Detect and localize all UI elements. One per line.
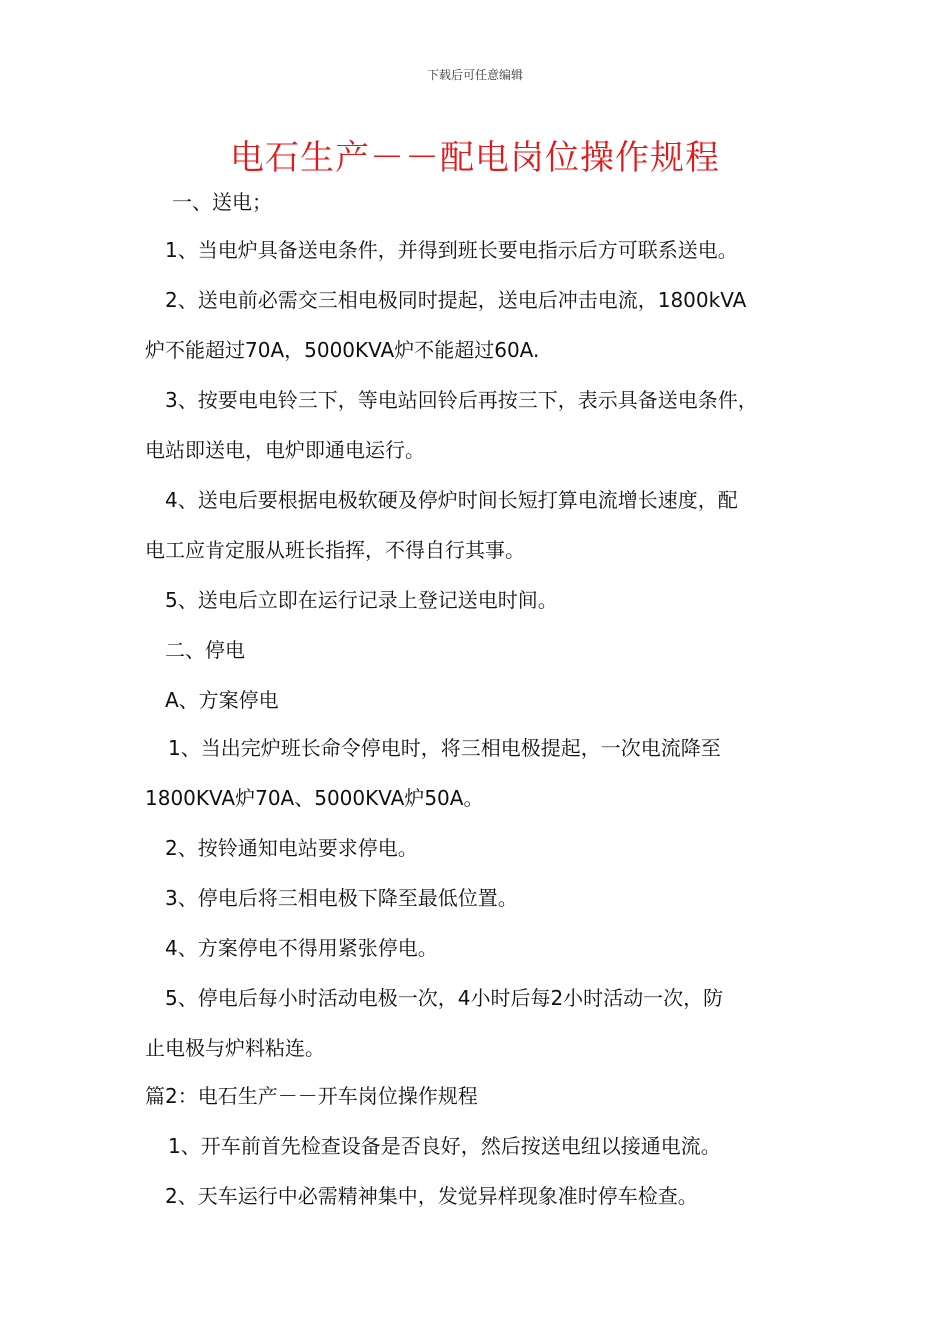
paragraph-line: 电工应肯定服从班长指挥，不得自行其事。 <box>145 538 525 562</box>
paragraph-line: 2、按铃通知电站要求停电。 <box>165 836 418 860</box>
paragraph-line: 止电极与炉料粘连。 <box>145 1036 325 1060</box>
paragraph-line: 3、按要电电铃三下，等电站回铃后再按三下，表示具备送电条件， <box>165 388 758 412</box>
paragraph-line: 4、送电后要根据电极软硬及停炉时间长短打算电流增长速度，配 <box>165 488 738 512</box>
paragraph-line: 3、停电后将三相电极下降至最低位置。 <box>165 886 518 910</box>
paragraph-line: 2、送电前必需交三相电极同时提起，送电后冲击电流，1800kVA <box>165 288 747 312</box>
paragraph-line: 1800KVA炉70A、5000KVA炉50A。 <box>145 786 484 810</box>
subsection-heading: A、方案停电 <box>165 688 279 712</box>
paragraph-line: 1、开车前首先检查设备是否良好，然后按送电纽以接通电流。 <box>168 1134 721 1158</box>
paragraph-line: 电站即送电，电炉即通电运行。 <box>145 438 425 462</box>
section-heading: 一、送电； <box>172 190 272 214</box>
paragraph-line: 1、当电炉具备送电条件，并得到班长要电指示后方可联系送电。 <box>165 238 738 262</box>
chapter-heading: 篇2：电石生产－－开车岗位操作规程 <box>145 1084 478 1108</box>
paragraph-line: 4、方案停电不得用紧张停电。 <box>165 936 438 960</box>
section-heading: 二、停电 <box>165 638 245 662</box>
paragraph-line: 1、当出完炉班长命令停电时，将三相电极提起，一次电流降至 <box>168 736 721 760</box>
paragraph-line: 5、停电后每小时活动电极一次，4小时后每2小时活动一次，防 <box>165 986 724 1010</box>
header-note: 下载后可任意编辑 <box>426 68 523 82</box>
paragraph-line: 5、送电后立即在运行记录上登记送电时间。 <box>165 588 558 612</box>
paragraph-line: 炉不能超过70A，5000KVA炉不能超过60A. <box>145 338 540 362</box>
document-title: 电石生产－－配电岗位操作规程 <box>230 138 720 178</box>
paragraph-line: 2、天车运行中必需精神集中，发觉异样现象准时停车检查。 <box>165 1184 698 1208</box>
